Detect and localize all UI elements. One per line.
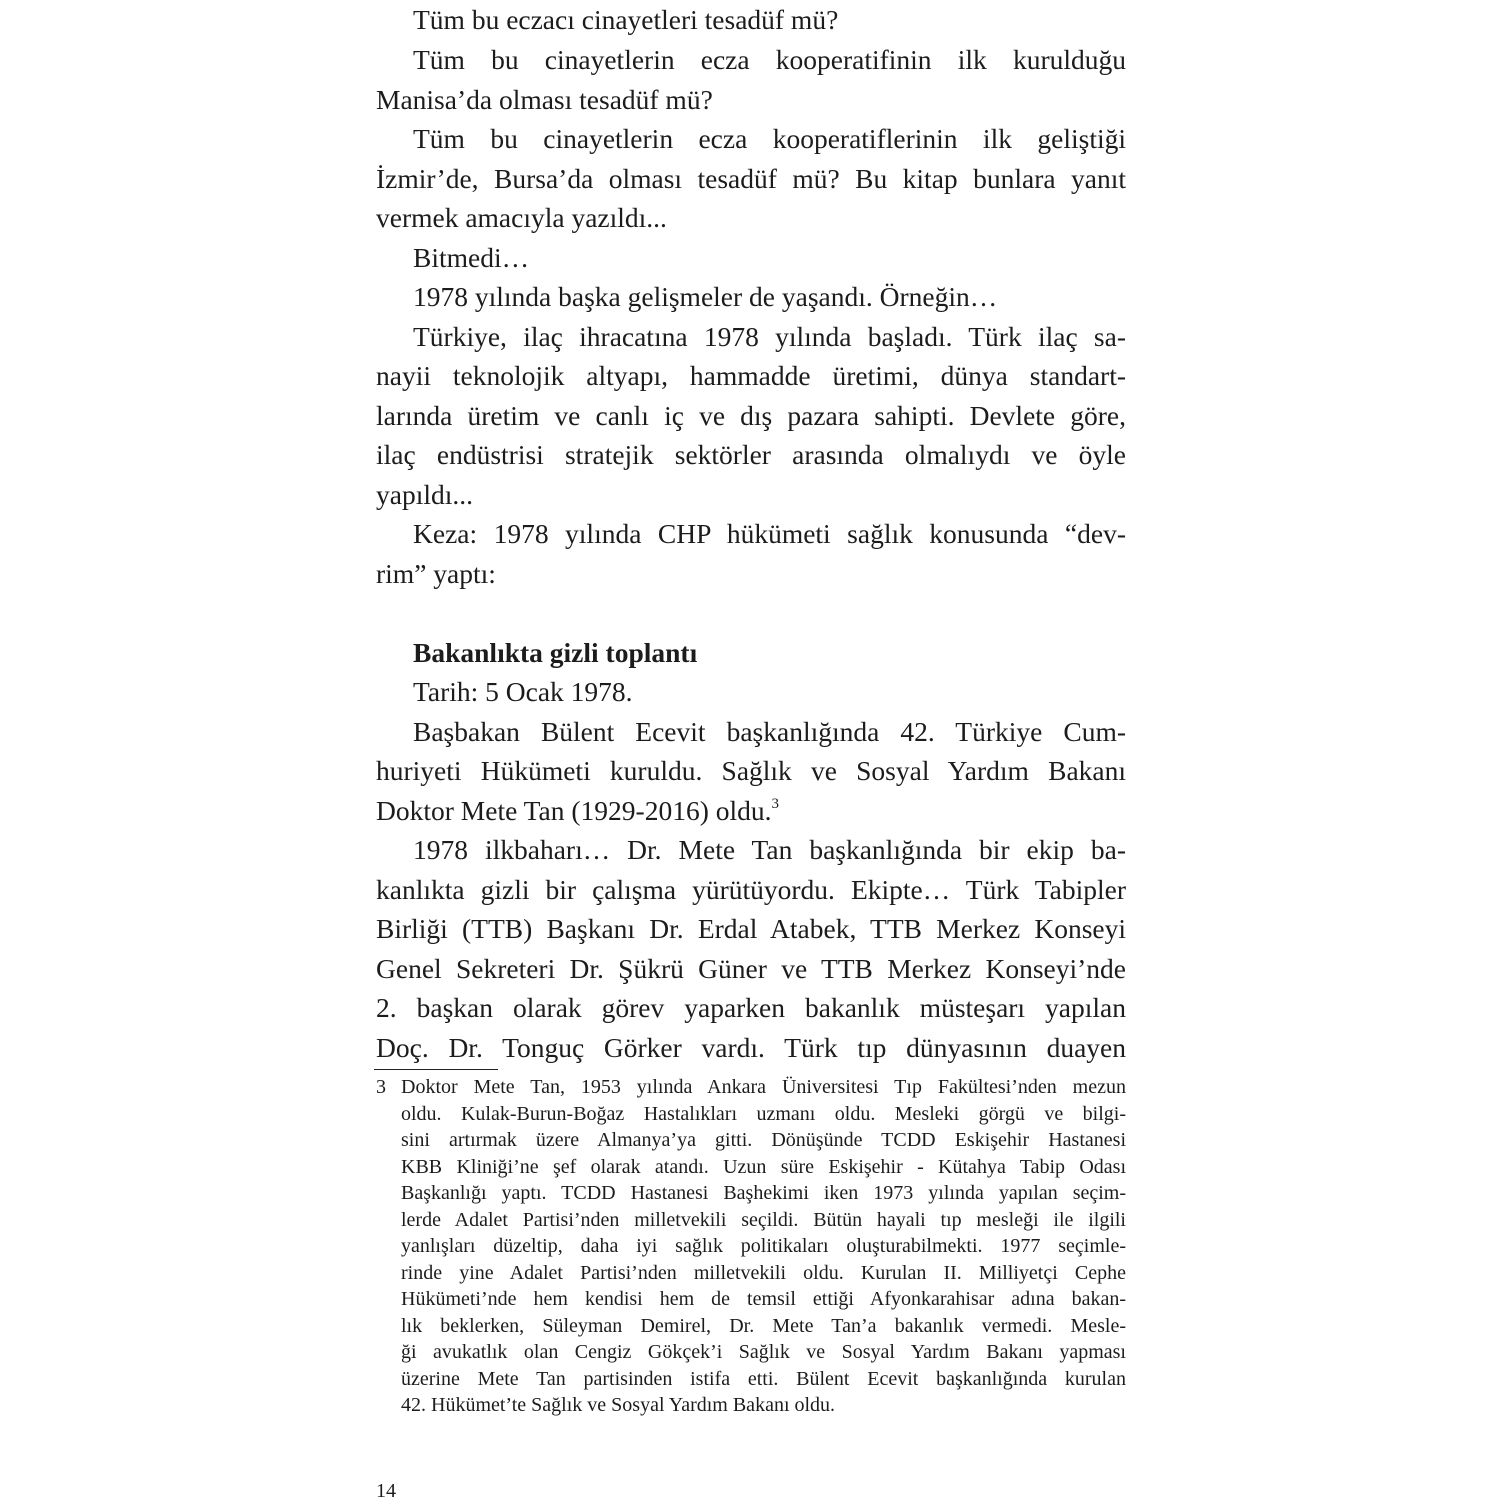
paragraph-line: nayii teknolojik altyapı, hammadde üretimi, dünya standart- — [376, 360, 1126, 391]
footnote-line: Doktor Mete Tan, 1953 yılında Ankara Üniversitesi Tıp Fakültesi’nden mezun — [401, 1076, 1126, 1098]
footnote-line: Başkanlığı yaptı. TCDD Hastanesi Başhekimi iken 1973 yılında yapılan seçim- — [401, 1182, 1126, 1204]
paragraph-line: Türkiye, ilaç ihracatına 1978 yılında başladı. Türk ilaç sa- — [413, 321, 1126, 352]
paragraph-line: İzmir’de, Bursa’da olması tesadüf mü? Bu kitap bunlara yanıt — [376, 163, 1126, 194]
footnote-line: Hükümeti’nde hem kendisi hem de temsil ettiği Afyonkarahisar adına bakan- — [401, 1288, 1126, 1310]
footnote-line: lık beklerken, Süleyman Demirel, Dr. Mete Tan’a bakanlık vermedi. Mesle- — [401, 1314, 1126, 1337]
paragraph-line: larında üretim ve canlı iç ve dış pazara sahipti. Devlete göre, — [376, 400, 1126, 431]
paragraph-line: 2. başkan olarak görev yaparken bakanlık müsteşarı yapılan — [376, 992, 1126, 1023]
paragraph-line: Genel Sekreteri Dr. Şükrü Güner ve TTB Merkez Konseyi’nde — [376, 953, 1126, 984]
paragraph-line: Tüm bu eczacı cinayetleri tesadüf mü? — [413, 4, 839, 35]
paragraph-line: Birliği (TTB) Başkanı Dr. Erdal Atabek, TTB Merkez Konseyi — [376, 913, 1126, 944]
paragraph-line: huriyeti Hükümeti kuruldu. Sağlık ve Sosyal Yardım Bakanı — [376, 755, 1126, 786]
paragraph-line: Manisa’da olması tesadüf mü? — [376, 84, 713, 115]
paragraph-line: Başbakan Bülent Ecevit başkanlığında 42. Türkiye Cum- — [413, 716, 1126, 747]
footnote-reference[interactable]: 3 — [771, 796, 779, 812]
paragraph-line: vermek amacıyla yazıldı... — [376, 202, 667, 233]
footnote-line: üzerine Mete Tan partisinden istifa etti. Bülent Ecevit başkanlığında kurulan — [401, 1367, 1126, 1390]
paragraph-line: yapıldı... — [376, 479, 474, 510]
footnote-line: lerde Adalet Partisi’nden milletvekili seçildi. Bütün hayali tıp mesleği ile ilgili — [401, 1208, 1126, 1231]
paragraph-line: kanlıkta gizli bir çalışma yürütüyordu. Ekipte… Türk Tabipler — [376, 874, 1126, 905]
paragraph-line: Tüm bu cinayetlerin ecza kooperatifinin ilk kurulduğu — [413, 44, 1126, 75]
page-number: 14 — [376, 1480, 396, 1502]
paragraph-line: Tarih: 5 Ocak 1978. — [413, 676, 633, 707]
paragraph-line: Doç. Dr. Tonguç Görker vardı. Türk tıp dünyasının duayen — [376, 1032, 1126, 1063]
book-page — [376, 0, 1126, 1500]
footnote-line: rinde yine Adalet Partisi’nden milletvekili oldu. Kurulan II. Milliyetçi Cephe — [401, 1261, 1126, 1284]
paragraph-line: 1978 ilkbaharı… Dr. Mete Tan başkanlığında bir ekip ba- — [413, 834, 1126, 865]
footnote-line: yanlışları düzeltip, daha iyi sağlık politikaları oluşturabilmekti. 1977 seçimle- — [401, 1235, 1126, 1257]
paragraph-line: rim” yaptı: — [376, 558, 496, 589]
section-heading: Bakanlıkta gizli toplantı — [413, 637, 698, 668]
paragraph-line: Tüm bu cinayetlerin ecza kooperatiflerinin ilk geliştiği — [413, 123, 1126, 154]
footnote-line: ği avukatlık olan Cengiz Gökçek’i Sağlık ve Sosyal Yardım Bakanı yapması — [401, 1341, 1126, 1363]
footnote-line: 42. Hükümet’te Sağlık ve Sosyal Yardım Bakanı oldu. — [401, 1394, 836, 1416]
paragraph-line — [376, 791, 1126, 831]
footnote-separator — [374, 1069, 498, 1070]
paragraph-line: ilaç endüstrisi stratejik sektörler arasında olmalıydı ve öyle — [376, 439, 1126, 470]
paragraph-line: 1978 yılında başka gelişmeler de yaşandı. Örneğin… — [413, 281, 998, 312]
footnote-number: 3 — [376, 1076, 386, 1098]
footnote-line: KBB Kliniği’ne şef olarak atandı. Uzun süre Eskişehir - Kütahya Tabip Odası — [401, 1155, 1126, 1178]
footnote-line: sini artırmak üzere Almanya’ya gitti. Dönüşünde TCDD Eskişehir Hastanesi — [401, 1129, 1126, 1151]
footnote-line: oldu. Kulak-Burun-Boğaz Hastalıkları uzmanı oldu. Mesleki görgü ve bilgi- — [401, 1102, 1126, 1125]
line-text: Doktor Mete Tan (1929-2016) oldu. — [376, 795, 772, 826]
paragraph-line: Bitmedi… — [413, 242, 530, 273]
paragraph-line: Keza: 1978 yılında CHP hükümeti sağlık konusunda “dev- — [413, 518, 1126, 549]
